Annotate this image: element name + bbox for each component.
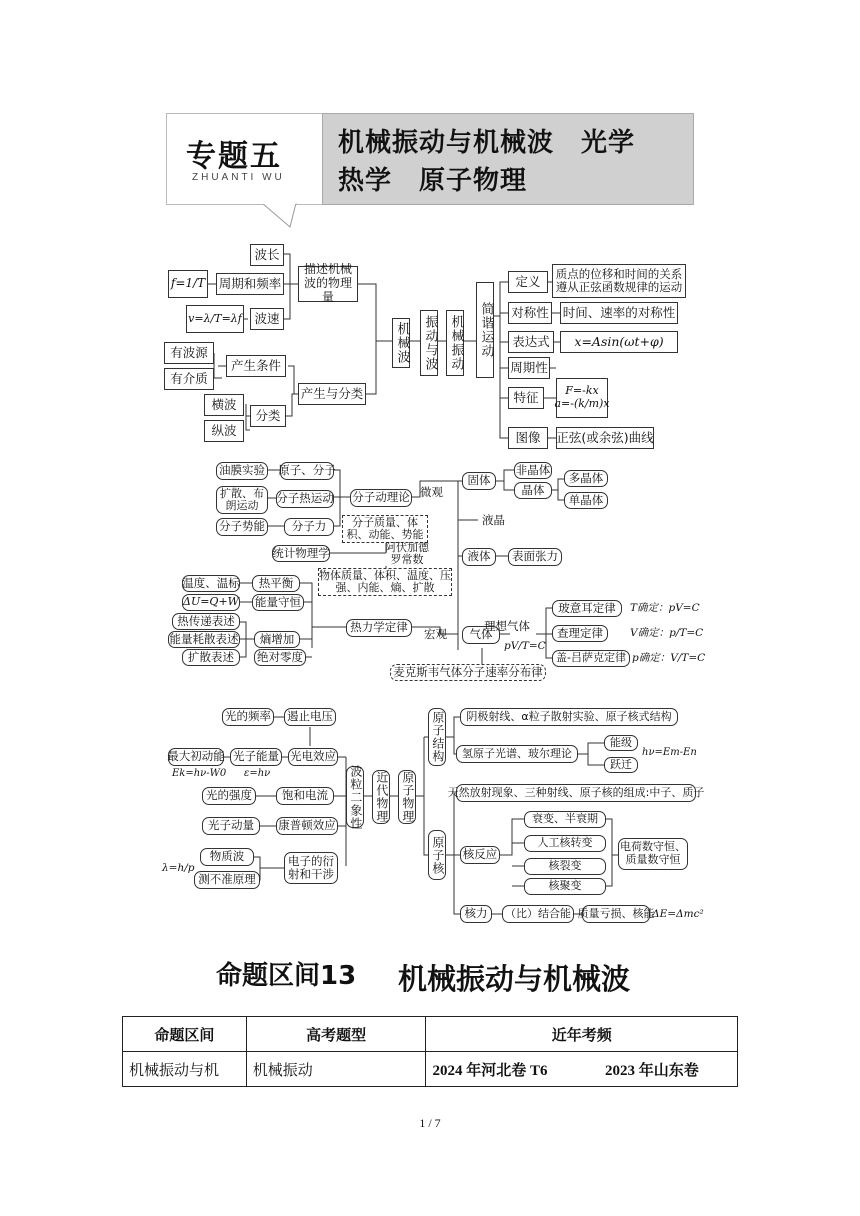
artificial-box: 人工核转变 bbox=[524, 835, 606, 852]
charles-box: 查理定律 bbox=[552, 625, 608, 642]
nuclear-reaction-box: 核反应 bbox=[460, 846, 500, 864]
thermal-eq-box: 热平衡 bbox=[252, 575, 300, 592]
stat-physics-box: 统计物理学 bbox=[272, 545, 330, 562]
expression-text-box: x=Asin(ωt+φ) bbox=[560, 331, 678, 353]
light-intensity-box: 光的强度 bbox=[202, 787, 256, 805]
formula-v-box: v=λ/T=λf bbox=[186, 305, 244, 333]
gen-classify-box: 产生与分类 bbox=[298, 383, 366, 405]
table-header-row bbox=[123, 1017, 738, 1052]
shm-box: 简谐运动 bbox=[476, 282, 494, 378]
ideal-gas-label: 理想气体 bbox=[484, 619, 530, 633]
conditions-box: 产生条件 bbox=[226, 355, 286, 377]
conservation-box: 电荷数守恒、质量数守恒 bbox=[618, 838, 688, 870]
mol-quantity-box: 分子质量、体积、动能、势能 bbox=[342, 515, 428, 543]
banner-pinyin: ZHUANTI WU bbox=[192, 172, 285, 183]
exam-frequency-table bbox=[122, 1016, 738, 1087]
photon-momentum-box: 光子动量 bbox=[202, 817, 260, 835]
macro-label: 宏观 bbox=[424, 627, 447, 641]
graph-text-box: 正弦(或余弦)曲线 bbox=[556, 427, 654, 449]
liquid-crystal-label: 液晶 bbox=[482, 513, 505, 527]
temp-scale-box: 温度、温标 bbox=[182, 575, 240, 592]
gay-lussac-box: 盖-吕萨克定律 bbox=[552, 650, 630, 667]
stop-voltage-box: 遏止电压 bbox=[284, 708, 336, 726]
energy-cons-box: 能量守恒 bbox=[252, 594, 304, 611]
natural-radio-box: 天然放射现象、三种射线、原子核的组成:中子、质子 bbox=[456, 784, 696, 802]
section-title: 机械振动与机械波 bbox=[398, 962, 631, 996]
gas-box: 气体 bbox=[462, 626, 500, 644]
banner-title-line2: 热学 原子物理 bbox=[338, 166, 528, 196]
vib-wave-box: 振动与波 bbox=[420, 310, 438, 376]
abs-zero-box: 绝对零度 bbox=[254, 649, 306, 666]
oil-film-box: 油膜实验 bbox=[216, 462, 268, 480]
longitudinal-box: 纵波 bbox=[204, 420, 244, 442]
ideal-eq-label: pV/T=C bbox=[504, 640, 546, 652]
thermal-motion-box: 分子热运动 bbox=[276, 490, 334, 508]
amorphous-box: 非晶体 bbox=[514, 462, 552, 479]
definition-box: 定义 bbox=[508, 271, 548, 293]
boyle-box: 玻意耳定律 bbox=[552, 600, 622, 617]
feature-text-box bbox=[556, 378, 608, 418]
period-freq-box: 周期和频率 bbox=[216, 273, 284, 295]
energy-level-box: 能级 bbox=[604, 735, 638, 751]
table-cell-item: 2023 年山东卷 bbox=[605, 1062, 699, 1079]
v-const-label: V确定：p/T=C bbox=[630, 627, 704, 639]
surface-tension-box: 表面张力 bbox=[508, 548, 562, 566]
cathode-box: 阴极射线、α粒子散射实验、原子核式结构 bbox=[460, 708, 678, 726]
thermo-laws-box: 热力学定律 bbox=[346, 619, 412, 637]
symmetry-text-box: 时间、速率的对称性 bbox=[560, 302, 678, 324]
polycrystal-box: 多晶体 bbox=[564, 470, 608, 487]
feature-formula-2: a=-(k/m)x bbox=[554, 397, 610, 410]
medium-box: 有介质 bbox=[164, 368, 214, 390]
feature-box: 特征 bbox=[508, 387, 544, 409]
table-header-cell: 命题区间 bbox=[123, 1017, 247, 1052]
wavelength-box: 波长 bbox=[250, 244, 284, 266]
ek-formula-label: Ek=hν-W0 bbox=[172, 768, 227, 779]
feature-formula-1: F=-kx bbox=[565, 384, 599, 398]
nucleus-box: 原子核 bbox=[428, 830, 446, 880]
table-cell-item: 2024 年河北卷 T6 bbox=[432, 1062, 548, 1079]
wave-particle-box: 波粒二象性 bbox=[346, 766, 364, 828]
crystal-box: 晶体 bbox=[514, 482, 552, 499]
mass-defect-box: 质量亏损、核能 bbox=[582, 905, 650, 923]
first-law-box: ΔU=Q+W bbox=[182, 594, 240, 611]
p-const-label: p确定：V/T=C bbox=[632, 652, 706, 664]
uncertainty-box: 测不准原理 bbox=[194, 871, 260, 889]
banner-title-line1: 机械振动与机械波 光学 bbox=[338, 128, 636, 158]
light-freq-box: 光的频率 bbox=[222, 708, 274, 726]
page-number: 1 / 7 bbox=[419, 1116, 441, 1130]
heat-transfer-box: 热传递表述 bbox=[172, 613, 240, 630]
sat-current-box: 饱和电流 bbox=[276, 787, 334, 805]
mech-wave-box: 机械波 bbox=[392, 318, 410, 368]
nuclear-force-box: 核力 bbox=[460, 905, 492, 923]
table-row bbox=[123, 1052, 738, 1087]
mech-vib-box: 机械振动 bbox=[446, 310, 464, 376]
wave-source-box: 有波源 bbox=[164, 342, 214, 364]
max-ke-box: 最大初动能 bbox=[168, 748, 224, 766]
maxwell-box: 麦克斯韦气体分子速率分布律 bbox=[390, 664, 546, 681]
mol-potential-box: 分子势能 bbox=[216, 518, 268, 536]
table-header-cell: 近年考频 bbox=[426, 1017, 738, 1052]
entropy-box: 熵增加 bbox=[254, 631, 300, 648]
energy-dissip-box: 能量耗散表述 bbox=[168, 631, 240, 648]
mc2-label: ΔE=Δmc² bbox=[652, 908, 704, 920]
monocrystal-box: 单晶体 bbox=[564, 492, 608, 509]
describe-wave-box: 描述机械波的物理量 bbox=[298, 266, 358, 302]
expression-box: 表达式 bbox=[508, 331, 554, 353]
mol-force-box: 分子力 bbox=[284, 518, 334, 536]
table-cell: 机械振动与机 bbox=[123, 1052, 247, 1087]
modern-phys-box: 近代物理 bbox=[372, 770, 390, 824]
photoelectric-box: 光电效应 bbox=[288, 748, 338, 766]
lambda-formula-label: λ=h/p bbox=[162, 862, 195, 874]
section-number: 命题区间13 bbox=[216, 961, 357, 991]
avogadro-label: 阿伏加德罗常数 bbox=[385, 541, 429, 567]
atomic-phys-box: 原子物理 bbox=[398, 770, 416, 824]
eps-formula-label: ε=hν bbox=[244, 768, 271, 779]
atom-structure-box: 原子结构 bbox=[428, 708, 446, 766]
wave-speed-box: 波速 bbox=[250, 308, 284, 330]
graph-box: 图像 bbox=[508, 427, 548, 449]
periodicity-box: 周期性 bbox=[508, 357, 550, 379]
hv-formula-label: hν=Em-En bbox=[642, 747, 697, 758]
table-cell bbox=[426, 1052, 738, 1087]
solid-box: 固体 bbox=[462, 472, 496, 490]
fusion-box: 核聚变 bbox=[524, 878, 606, 895]
definition-text-box: 质点的位移和时间的关系遵从正弦函数规律的运动 bbox=[552, 264, 686, 298]
binding-energy-box: （比）结合能 bbox=[502, 905, 574, 923]
micro-label: 微观 bbox=[420, 485, 443, 499]
table-cell: 机械振动 bbox=[246, 1052, 426, 1087]
transverse-box: 横波 bbox=[204, 394, 244, 416]
fission-box: 核裂变 bbox=[524, 858, 606, 875]
decay-box: 衰变、半衰期 bbox=[524, 811, 606, 828]
hydrogen-box: 氢原子光谱、玻尔理论 bbox=[456, 745, 578, 763]
diffusion-stmt-box: 扩散表述 bbox=[182, 649, 240, 666]
macro-quantity-box: 物体质量、体积、温度、压强、内能、熵、扩散 bbox=[319, 568, 451, 594]
matter-wave-box: 物质波 bbox=[200, 848, 254, 866]
diffusion-brown-box: 扩散、布朗运动 bbox=[216, 486, 268, 514]
e-diffraction-box: 电子的衍射和干涉 bbox=[284, 852, 338, 884]
photon-energy-box: 光子能量 bbox=[230, 748, 282, 766]
banner-label: 专题五 bbox=[186, 139, 282, 174]
liquid-box: 液体 bbox=[462, 548, 496, 566]
compton-box: 康普顿效应 bbox=[276, 817, 338, 835]
symmetry-box: 对称性 bbox=[508, 302, 552, 324]
transition-box: 跃迁 bbox=[604, 757, 638, 773]
atom-mol-box: 原子、分子 bbox=[280, 462, 334, 480]
classify-box: 分类 bbox=[250, 405, 286, 427]
kinetic-theory-box: 分子动理论 bbox=[350, 489, 412, 507]
t-const-label: T确定：pV=C bbox=[630, 602, 700, 614]
table-header-cell: 高考题型 bbox=[246, 1017, 426, 1052]
formula-f-box: f=1/T bbox=[168, 270, 208, 298]
